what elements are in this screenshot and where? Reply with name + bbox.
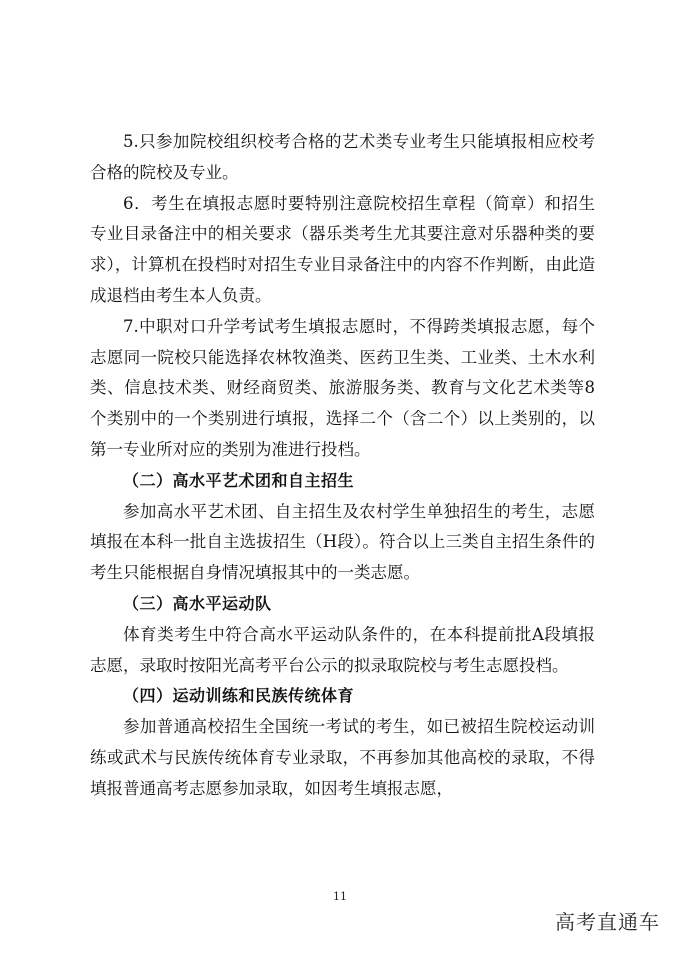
paragraph-sports-team: 体育类考生中符合高水平运动队条件的，在本科提前批A段填报志愿，录取时按阳光高考平台公示的拟录取院校与考生志愿投档。 [90, 624, 595, 675]
paragraph-item-7: 7.中职对口升学考试考生填报志愿时，不得跨类填报志愿，每个志愿同一院校只能选择农林牧渔类、医药卫生类、工业类、土木水利类、信息技术类、财经商贸类、旅游服务类、教育与文化艺术类等8个类别中的一个类别进行填报，选择二个（含二个）以上类别的，以第一专业所对应的类别为准进行投档。 [90, 316, 595, 459]
section-heading-art-troupe: （二）高水平艺术团和自主招生 [123, 470, 355, 490]
watermark-logo: 高考直通车 [555, 910, 660, 934]
paragraph-item-5: 5.只参加院校组织校考合格的艺术类专业考生只能填报相应校考合格的院校及专业。 [90, 132, 595, 182]
section-heading-sports-training: （四）运动训练和民族传统体育 [123, 686, 355, 706]
section-heading-sports-team: （三）高水平运动队 [123, 593, 272, 613]
paragraph-sports-training: 参加普通高校招生全国统一考试的考生，如已被招生院校运动训练或武术与民族传统体育专业录取，不再参加其他高校的录取，不得填报普通高考志愿参加录取，如因考生填报志愿， [90, 717, 595, 798]
page-number: 11 [333, 890, 347, 903]
document-body [90, 127, 595, 805]
paragraph-art-troupe: 参加高水平艺术团、自主招生及农村学生单独招生的考生，志愿填报在本科一批自主选拔招生（H段）。符合以上三类自主招生条件的考生只能根据自身情况填报其中的一类志愿。 [90, 501, 595, 583]
paragraph-item-6: 6．考生在填报志愿时要特别注意院校招生章程（简章）和招生专业目录备注中的相关要求（器乐类考生尤其要注意对乐器种类的要求），计算机在投档时对招生专业目录备注中的内容不作判断，由此造成退档由考生本人负责。 [90, 193, 595, 305]
